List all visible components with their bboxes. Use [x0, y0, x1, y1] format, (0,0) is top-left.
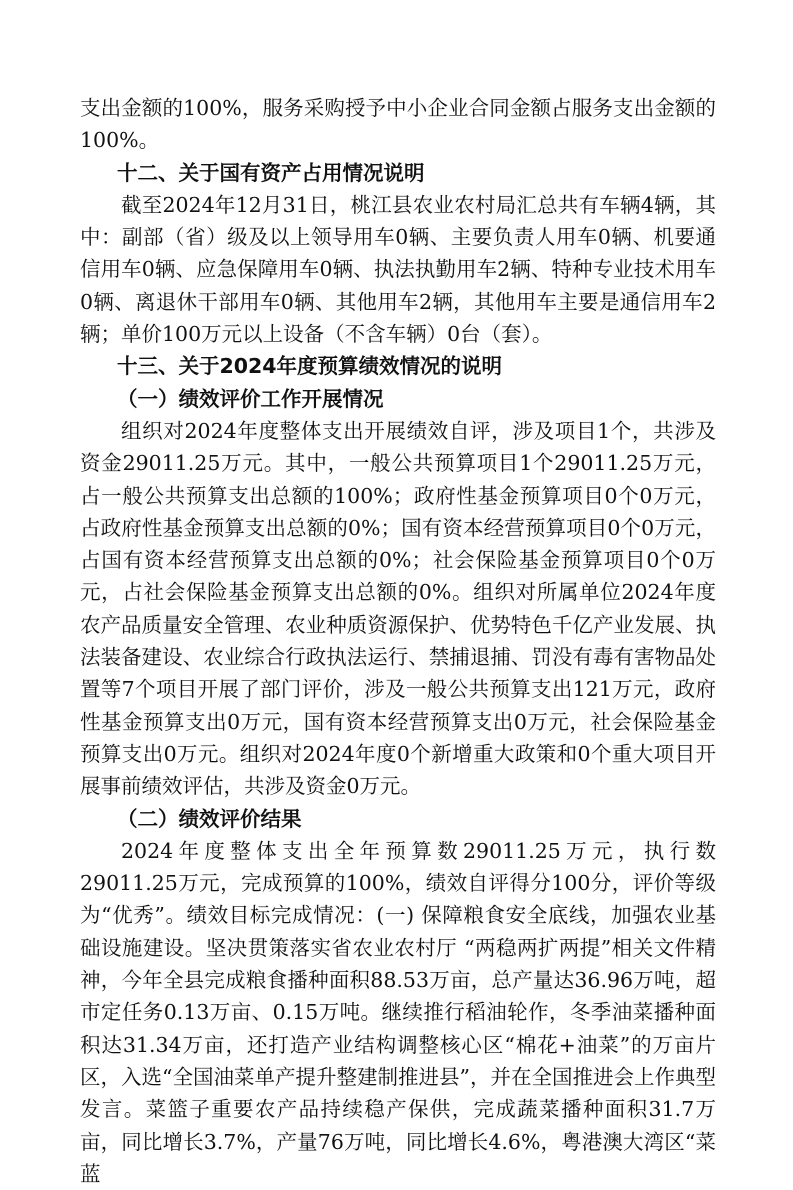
body-paragraph-evaluation-results: 2024年度整体支出全年预算数29011.25万元，执行数29011.25万元，完成预算的100%，绩效自评得分100分，评价等级为“优秀”。绩效目标完成情况：(一) 保障粮食安全底线，加强农业基础设施建设。坚决贯策落实省农业农村厅 “两稳两扩两提”相关文件精神，今年全县完成粮食播种面积88.53万亩，总产量达36.96万吨，超市定任务0.13万亩、0.15万吨。继续推行稻油轮作，冬季油菜播种面积达31.34万亩，还打造产业结构调整核心区“棉花+油菜”的万亩片区，入选“全国油菜单产提升整建制推进县”，并在全国推进会上作典型发言。菜篮子重要农产品持续稳产保供，完成蔬菜播种面积31.7万亩，同比增长3.7%，产量76万吨，同比增长4.6%，粤港澳大湾区“菜蓝 [80, 838, 716, 1186]
subsection-heading-evaluation-results: （二）绩效评价结果 [117, 806, 302, 831]
document-body [80, 92, 716, 1190]
body-paragraph-continued: 支出金额的100%，服务采购授予中小企业合同金额占服务支出金额的100%。 [80, 96, 716, 153]
section-heading-performance: 十三、关于2024年度预算绩效情况的说明 [117, 354, 503, 379]
subsection-heading-evaluation-work: （一）绩效评价工作开展情况 [117, 386, 384, 411]
body-paragraph-assets: 截至2024年12月31日，桃江县农业农村局汇总共有车辆4辆，其中：副部（省）级及以上领导用车0辆、主要负责人用车0辆、机要通信用车0辆、应急保障用车0辆、执法执勤用车2辆、特种专业技术用车0辆、离退休干部用车0辆、其他用车2辆，其他用车主要是通信用车2辆；单价100万元以上设备（不含车辆）0台（套）。 [80, 192, 716, 347]
body-paragraph-evaluation-work: 组织对2024年度整体支出开展绩效自评，涉及项目1个，共涉及资金29011.25万元。其中，一般公共预算项目1个29011.25万元，占一般公共预算支出总额的100%；政府性基金预算项目0个0万元，占政府性基金预算支出总额的0%；国有资本经营预算项目0个0万元，占国有资本经营预算支出总额的0%；社会保险基金预算项目0个0万元，占社会保险基金预算支出总额的0%。组织对所属单位2024年度农产品质量安全管理、农业种质资源保护、优势特色千亿产业发展、执法装备建设、农业综合行政执法运行、禁捕退捕、罚没有毒有害物品处置等7个项目开展了部门评价，涉及一般公共预算支出121万元，政府性基金预算支出0万元，国有资本经营预算支出0万元，社会保险基金预算支出0万元。组织对2024年度0个新增重大政策和0个重大项目开展事前绩效评估，共涉及资金0万元。 [80, 418, 716, 799]
section-heading-assets: 十二、关于国有资产占用情况说明 [117, 160, 425, 185]
